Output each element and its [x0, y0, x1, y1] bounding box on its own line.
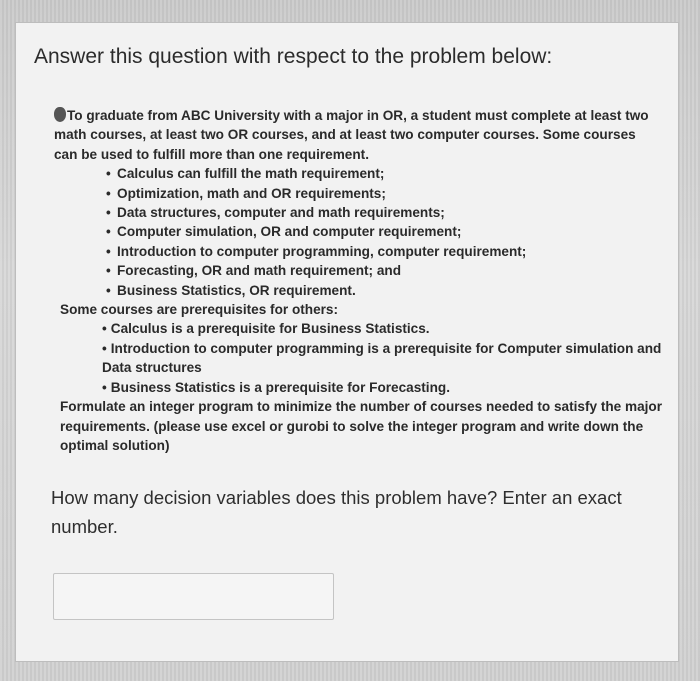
prereq-intro: Some courses are prerequisites for others: [60, 302, 339, 318]
list-item: • Calculus can fulfill the math requirement; [106, 164, 662, 183]
bullet-icon: • [102, 340, 107, 356]
problem-statement [54, 106, 662, 455]
list-item: • Business Statistics, OR requirement. [106, 281, 662, 300]
list-item: • Forecasting, OR and math requirement; and [106, 261, 662, 280]
list-item [102, 319, 662, 338]
prereq-text: Introduction to computer programming is a prerequisite for Computer simulation and Data structures [102, 340, 662, 376]
list-item: • Introduction to computer programming, computer requirement; [106, 242, 662, 261]
problem-intro-text: To graduate from ABC University with a major in OR, a student must complete at least two math courses, at least two OR courses, and at least two computer courses. Some courses can be used to fulfill more than one requirement. [54, 108, 649, 162]
problem-intro [54, 106, 662, 164]
list-item: • Data structures, computer and math requirements; [106, 203, 662, 222]
question-prompt: Answer this question with respect to the problem below: [34, 45, 553, 68]
question-panel [15, 22, 679, 662]
list-item: • Computer simulation, OR and computer requirement; [106, 222, 662, 241]
bullet-icon: • [102, 379, 107, 395]
bullet-icon: • [102, 321, 107, 337]
prereq-text: Business Statistics is a prerequisite for Forecasting. [110, 379, 450, 395]
course-list [54, 164, 662, 300]
question-text: How many decision variables does this problem have? Enter an exact number. [51, 487, 622, 537]
task-text: Formulate an integer program to minimize the number of courses needed to satisfy the major requirements. (please use excel or gurobi to solve the integer program and write down the optimal solution) [60, 399, 663, 453]
list-item [102, 339, 662, 378]
marker-icon [54, 107, 66, 122]
list-item [102, 378, 662, 397]
list-item: • Optimization, math and OR requirements; [106, 184, 662, 203]
prereq-text: Calculus is a prerequisite for Business Statistics. [110, 321, 430, 337]
answer-input[interactable] [53, 573, 334, 620]
prerequisite-list [54, 319, 662, 397]
